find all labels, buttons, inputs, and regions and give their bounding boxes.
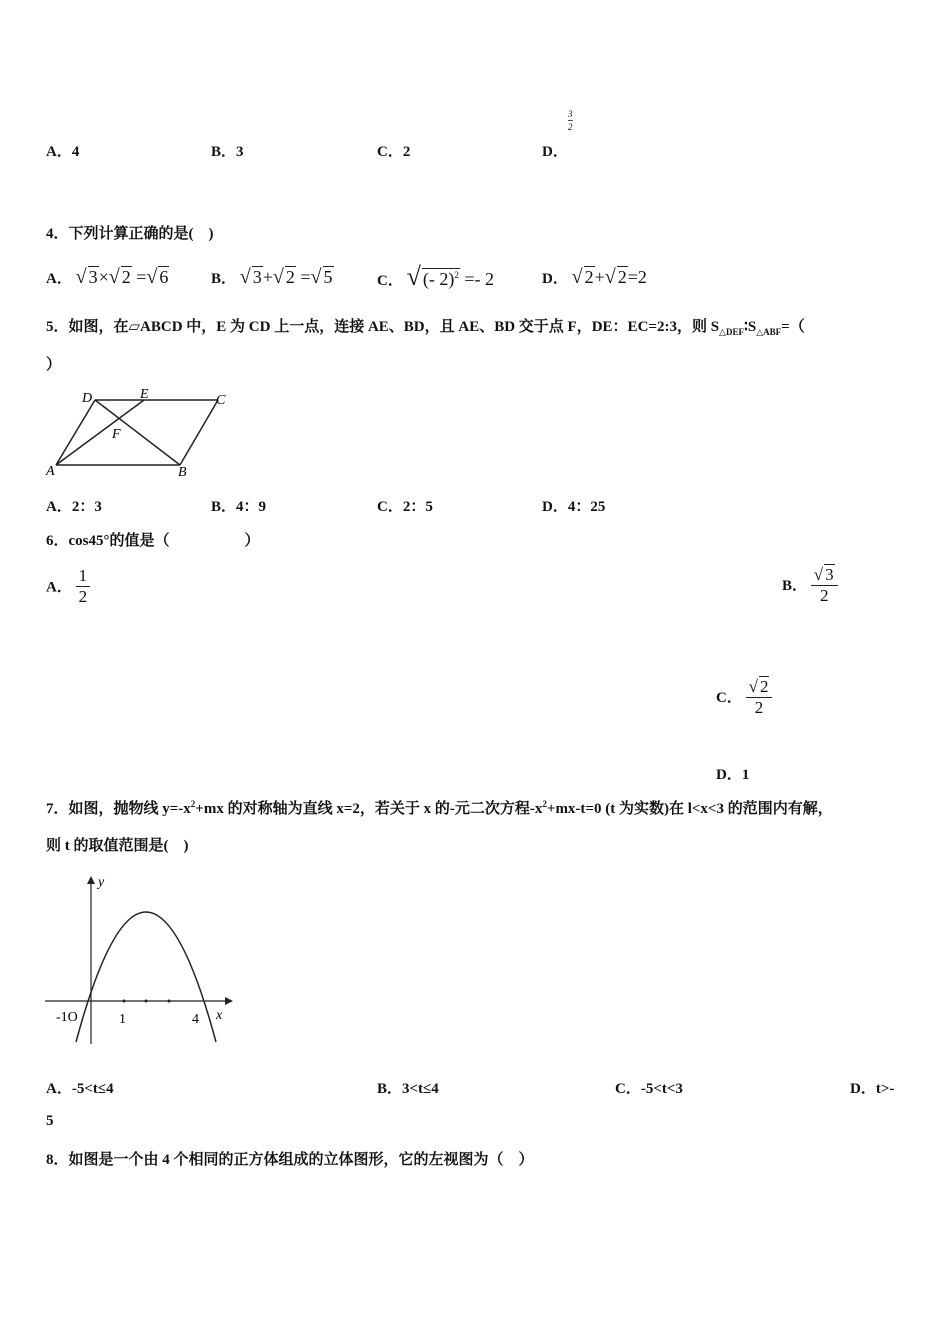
label-b: B	[178, 465, 187, 480]
q3-option-b: B．3	[211, 144, 244, 160]
q5-option-d: D．4：25	[542, 499, 606, 515]
parabola-graph	[40, 872, 240, 1050]
edge-bc	[180, 400, 218, 465]
tick-1	[123, 1000, 126, 1003]
q5-option-a: A．2：3	[46, 499, 102, 515]
origin-label: -1O	[56, 1010, 78, 1025]
segment-ae	[56, 400, 144, 465]
q4-stem: 4．下列计算正确的是( )	[46, 226, 214, 242]
q6-option-a: A． $\frac{1}{2}$	[46, 566, 90, 606]
q3-option-d-fraction: $\frac{3}{2}$	[568, 109, 573, 132]
parallelogram-figure	[40, 385, 240, 480]
q7-option-c: C．-5<t<3	[615, 1081, 683, 1097]
q3-option-a: A．4	[46, 144, 80, 160]
q7-option-d-wrap: 5	[46, 1113, 54, 1129]
q7-stem: 7．如图，抛物线 $y=-x^2+mx$ 的对称轴为直线 x=2，若关于 x 的-元二次方程$-x^2+mx-t=0$ (t 为实数)在 l<x<3 的范围内有解，	[46, 799, 833, 817]
q7-option-d: D．t>-	[850, 1081, 895, 1097]
q8-stem: 8．如图是一个由 4 个相同的正方体组成的立体图形，它的左视图为（ ）	[46, 1152, 534, 1168]
q5-option-c: C．2：5	[377, 499, 433, 515]
q7-option-a: A．-5<t≤4	[46, 1081, 114, 1097]
q4-option-d: D． √ 2+√ 2=2	[542, 266, 647, 288]
q6-stem: 6．cos45°的值是（ ）	[46, 533, 260, 549]
x-axis-label: x	[216, 1008, 223, 1023]
q5-stem-line2: ）	[46, 357, 62, 373]
segment-bd	[95, 400, 180, 465]
q4-option-b: B． √ 3+√ 2 =√ 5	[211, 266, 333, 288]
edge-ad	[56, 400, 95, 465]
tick-3	[168, 1000, 171, 1003]
label-f: F	[112, 427, 121, 442]
label-e: E	[140, 387, 149, 402]
y-axis-arrow	[87, 876, 95, 884]
x-axis-arrow	[225, 997, 233, 1005]
q5-option-b: B．4：9	[211, 499, 267, 515]
q5-stem: 5．如图，在▱ABCD 中，E 为 CD 上一点，连接 AE、BD，且 AE、BD 交于点 F，DE：EC=2:3，则 $S_{\triangle DEF}∶S_{\triangle ABF}=$（	[46, 319, 805, 337]
q6-option-c: C． $\frac{√ 2}{2}$	[716, 676, 772, 717]
q6-option-b: B． $\frac{√ 3}{2}$	[782, 564, 838, 605]
y-axis-label: y	[98, 875, 105, 890]
tick-label-1: 1	[119, 1012, 126, 1027]
q4-option-c: C． √ (- 2)$^2$ =- 2	[377, 262, 495, 291]
q7-stem-line2: 则 t 的取值范围是( )	[46, 838, 189, 854]
q7-option-b: B．3<t≤4	[377, 1081, 439, 1097]
tick-label-4: 4	[192, 1012, 199, 1027]
q3-option-d: D．	[542, 144, 568, 160]
label-c: C	[216, 393, 226, 408]
q6-option-d: D．1	[716, 767, 750, 783]
label-a: A	[46, 464, 55, 479]
q4-option-a: A． √ 3×√ 2 =√ 6	[46, 266, 169, 288]
tick-2	[145, 1000, 148, 1003]
label-d: D	[82, 391, 93, 406]
q3-option-c: C．2	[377, 144, 411, 160]
